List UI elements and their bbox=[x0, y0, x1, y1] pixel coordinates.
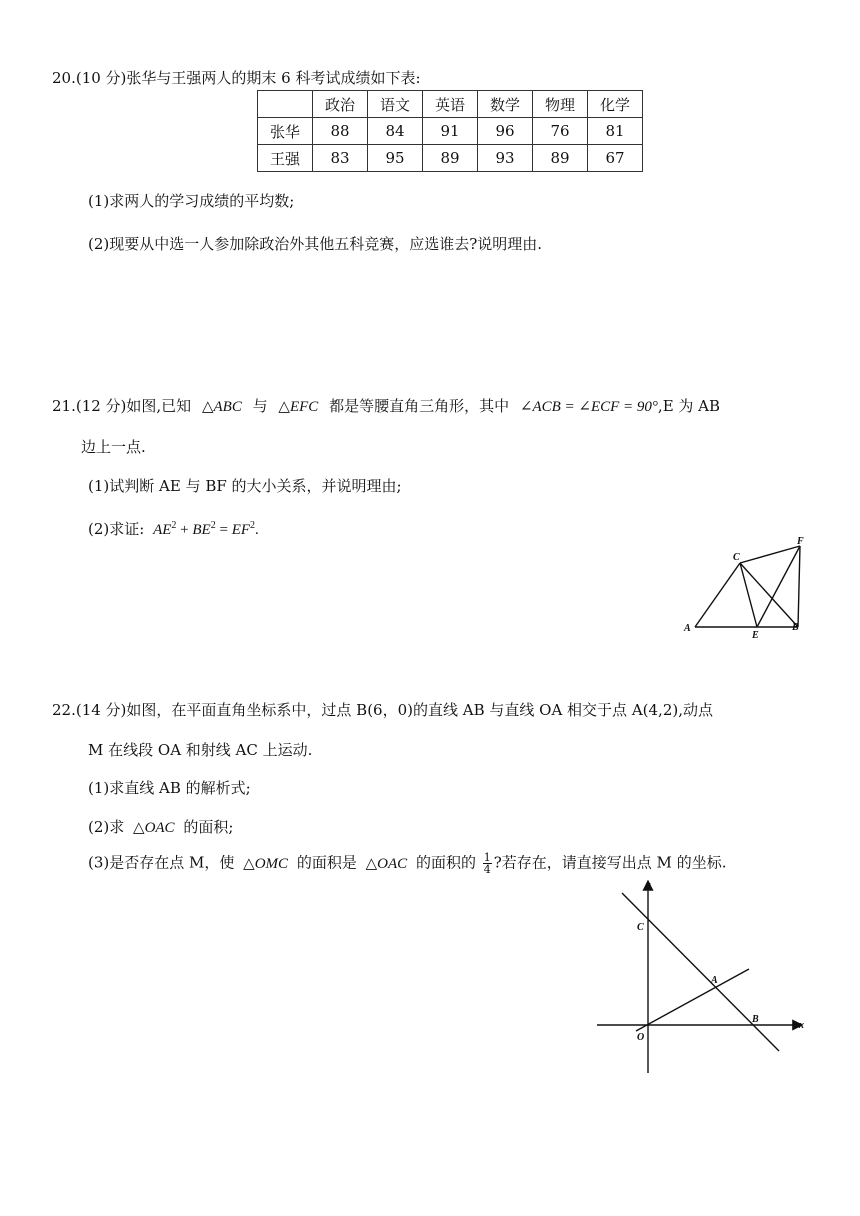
q22-part3-c: 的面积的 bbox=[415, 853, 476, 872]
q21-stem-d: ,E 为 AB bbox=[657, 397, 721, 415]
table-header-cell: 物理 bbox=[533, 91, 588, 118]
q21-part2-prefix: (2)求证: bbox=[88, 520, 145, 538]
q21-tri-efc: △EFC bbox=[278, 399, 319, 415]
q21-stem-a: 21.(12 分)如图,已知 bbox=[52, 397, 192, 415]
table-header-cell: 政治 bbox=[313, 91, 368, 118]
table-cell: 93 bbox=[478, 145, 533, 172]
segment-bf bbox=[798, 546, 800, 627]
q22-part2 bbox=[88, 817, 233, 838]
label-c: C bbox=[733, 552, 740, 563]
table-header-cell: 化学 bbox=[588, 91, 643, 118]
q20-part1: (1)求两人的学习成绩的平均数; bbox=[88, 192, 295, 210]
table-cell: 王强 bbox=[258, 145, 313, 172]
q21-part2 bbox=[88, 516, 259, 540]
q21-tri-abc: △ABC bbox=[201, 399, 242, 415]
segment-cf bbox=[740, 546, 800, 563]
table-cell: 张华 bbox=[258, 118, 313, 145]
table-cell: 67 bbox=[588, 145, 643, 172]
line-ab bbox=[622, 893, 779, 1051]
q21-stem-c: 都是等腰直角三角形，其中 bbox=[329, 397, 510, 415]
label-x: x bbox=[799, 1020, 804, 1031]
period: . bbox=[255, 522, 259, 538]
table-cell: 84 bbox=[368, 118, 423, 145]
table-cell: 91 bbox=[423, 118, 478, 145]
label-b: B bbox=[752, 1014, 759, 1025]
label-o: O bbox=[637, 1032, 645, 1043]
table-row bbox=[258, 118, 643, 145]
table-header-cell: 语文 bbox=[368, 91, 423, 118]
q22-part3-d: ?若存在，请直接写出点 M 的坐标. bbox=[493, 853, 727, 872]
exponent: 2 bbox=[171, 520, 177, 531]
label-b: B bbox=[792, 622, 799, 633]
q21-stem-b: 与 bbox=[252, 397, 268, 415]
q22-stem-line1: 22.(14 分)如图，在平面直角坐标系中，过点 B(6，0)的直线 AB 与直线 OA 相交于点 A(4,2),动点 bbox=[52, 701, 713, 719]
table-header-cell: 数学 bbox=[478, 91, 533, 118]
q22-part3-a: (3)是否存在点 M，使 bbox=[88, 853, 235, 872]
q21-stem-line2: 边上一点. bbox=[81, 438, 146, 456]
table-cell: 89 bbox=[423, 145, 478, 172]
q21-angle-eq: ∠ACB = ∠ECF = 90° bbox=[519, 399, 658, 415]
table-cell: 76 bbox=[533, 118, 588, 145]
exponent: 2 bbox=[210, 520, 216, 531]
label-c: C bbox=[637, 922, 644, 933]
q22-tri-oac-2: △OAC bbox=[365, 855, 408, 872]
table-cell: 89 bbox=[533, 145, 588, 172]
term-ef: EF bbox=[231, 522, 251, 538]
q22-part1: (1)求直线 AB 的解析式; bbox=[88, 779, 251, 797]
q22-tri-oac: △OAC bbox=[133, 820, 175, 836]
q21-part1: (1)试判断 AE 与 BF 的大小关系，并说明理由; bbox=[88, 477, 402, 495]
label-a: A bbox=[711, 975, 718, 986]
q20-part2: (2)现要从中选一人参加除政治外其他五科竞赛，应选谁去?说明理由. bbox=[88, 235, 543, 253]
table-header-cell bbox=[258, 91, 313, 118]
q21-triangle-figure bbox=[680, 534, 810, 644]
fraction-one-quarter bbox=[483, 852, 492, 875]
q22-tri-omc: △OMC bbox=[243, 855, 289, 872]
table-row bbox=[258, 145, 643, 172]
fraction-denominator: 4 bbox=[483, 863, 491, 876]
equals-sign: = bbox=[215, 522, 232, 538]
q22-stem-line2: M 在线段 OA 和射线 AC 上运动. bbox=[88, 741, 313, 759]
table-cell: 95 bbox=[368, 145, 423, 172]
term-ae: AE bbox=[153, 522, 172, 538]
exponent: 2 bbox=[250, 520, 256, 531]
plus-sign: + bbox=[176, 522, 193, 538]
q21-equation bbox=[153, 522, 259, 538]
table-cell: 96 bbox=[478, 118, 533, 145]
line-oa bbox=[636, 969, 749, 1031]
label-e: E bbox=[752, 630, 759, 641]
segment-ef bbox=[757, 546, 800, 627]
table-header-cell: 英语 bbox=[423, 91, 478, 118]
q22-part2-prefix: (2)求 bbox=[88, 818, 125, 836]
table-cell: 83 bbox=[313, 145, 368, 172]
score-table bbox=[257, 90, 643, 172]
q22-part3 bbox=[88, 852, 726, 875]
label-a: A bbox=[684, 623, 691, 634]
q22-part2-suffix: 的面积; bbox=[183, 818, 234, 836]
fraction-numerator: 1 bbox=[483, 851, 491, 864]
segment-ac bbox=[695, 563, 740, 627]
term-be: BE bbox=[192, 522, 211, 538]
label-y: y bbox=[646, 880, 651, 891]
q22-part3-b: 的面积是 bbox=[296, 853, 357, 872]
label-f: F bbox=[797, 536, 804, 547]
table-header-row bbox=[258, 91, 643, 118]
q20-stem: 20.(10 分)张华与王强两人的期末 6 科考试成绩如下表: bbox=[52, 69, 421, 87]
table-cell: 81 bbox=[588, 118, 643, 145]
q21-stem bbox=[52, 396, 720, 417]
q22-coordinate-figure bbox=[592, 876, 822, 1076]
table-cell: 88 bbox=[313, 118, 368, 145]
